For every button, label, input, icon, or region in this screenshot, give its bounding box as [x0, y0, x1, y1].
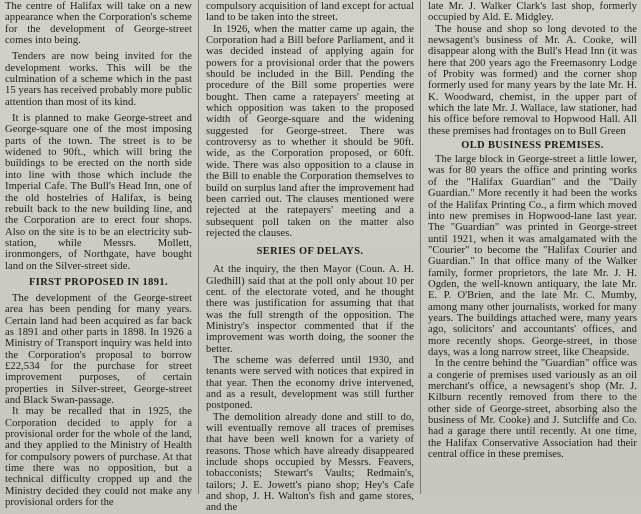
paragraph: Tenders are now being invited for the development works. This will be the culmination of a scheme which in the past 15 years has received probably more public attention than most of its kind.	[5, 51, 192, 108]
paragraph: It may be recalled that in 1925, the Corporation decided to apply for a provisional order for the whole of the land, and they applied to the Ministry of Health for compulsory powers of purchase. At that time there was no opposition, but a technical difficulty cropped up and the Ministry decided they could not make any provisional orders for the	[5, 406, 192, 509]
paragraph: The scheme was deferred until 1930, and tenants were served with notices that expired in that year. Then the economy drive intervened, and as a result, development was still further postponed.	[206, 354, 414, 412]
paragraph: In the centre behind the "Guardian" office was a congerie of premises used variously as an oil merchant's office, a newsagent's shop (Mr. J. Kilburn recently removed from there to the other side of George-street, absorbing also the business of Mr. Cooke) and J. Sutcliffe and Co. had a garage there until recently. At one time, the Halifax Conservative Association had their central office in these premises.	[428, 358, 637, 461]
paragraph: It is planned to make George-street and George-square one of the most imposing parts of the town. The street is to be widened to 90ft., which will bring the buildings to be erected on the north side into line with those which include the Imperial Cafe. The Bull's Head Inn, one of the old hostelries of Halifax, is being rebuilt back to the new building line, and the Corporation are to erect four shops. Also on the site is to be an electricity sub-station, while Messrs. Mollett, ironmongers, of Northgate, have bought land on the Silver-street side.	[5, 113, 192, 272]
paragraph: At the inquiry, the then Mayor (Coun. A. H. Gledhill) said that at the poll only about 10 per cent. of the electorate voted, and he thought there was justification for assuming that that was the full strength of the opposition. The Ministry's inspector commented that if the improvement was worth doing, the sooner the better.	[206, 264, 414, 355]
section-heading: OLD BUSINESS PREMISES.	[461, 140, 604, 152]
paragraph: In 1926, when the matter came up again, the Corporation had a Bill before Parliament, and it was decided instead of applying again for powers for a provisional order that the powers should be included in the Bill. Pending the procedure of the Bill some properties were bought. Then came a ratepayers' meeting at which opposition was taken to the proposed width of George-square and the widening suggested for George-street. There was controversy as to whether it should be 90ft. wide, as the Corporation proposed, or 60ft. wide. There was also opposition to a clause in the Bill to enable the Corporation themselves to build on surplus land after the improvement had been carried out. The clauses mentioned were rejected at the ratepayers' meeting and a subsequent poll taken on the matter also rejected the clauses.	[206, 23, 414, 239]
paragraph: The large block in George-street a little lower, was for 80 years the office and printing works of the "Halifax Guardian" and the "Daily Guardian." More recently it had been the works of the Halifax Printing Co., a firm which moved into new premises in Hopwood-lane last year. The "Guardian" was printed in George-street until 1921, when it was amalgamated with the "Courier" to become the "Halifax Courier and Guardian." In that office many of the Walker family, former proprietors, the late Mr. J. H. Ogden, the well-known antiquary, the late Mr. E. P. O'Brien, and the late Mr. C. Mumby, among many other journalists, worked for many years. The buildings attached were, many years ago, solicitors' and accountants' offices, and more recently shops. George-street, in those days, was a long narrow street, like Cheapside.	[428, 154, 637, 358]
section-heading: FIRST PROPOSED IN 1891.	[29, 276, 168, 288]
column-rule	[420, 0, 421, 494]
section-heading: SERIES OF DELAYS.	[256, 246, 364, 258]
paragraph: The house and shop so long devoted to the newsagent's business of Mr. A. Cooke, will disappear along with the Bull's Head Inn (it was here that 200 years ago the Freemasonry Lodge of Probity was formed) and the corner shop formerly used for many years by the late Mr. H. K. Woodward, chemist, in the upper part of which the late Mr. J. Wallace, law stationer, had his office before removal to Hopwood Hall. All these premises had frontages on to Bull Green	[428, 23, 637, 137]
paragraph: The development of the George-street area has been pending for many years. Certain land had been acquired as far back as 1891 and other parts in 1898. In 1926 a Ministry of Transport inquiry was held into the Corporation's proposal to borrow £22,534 for the purchase for street improvement purposes, of certain properties in Silver-street, George-street and Black Swan-passage.	[5, 292, 192, 406]
paragraph: The demolition already done and still to do, will eventually remove all traces of premises that have been well known for a variety of reasons. Those which have already disappeared include shops occupied by Messrs. Feavers, tobacconists; Stewart's Vaults; Redmain's, tailors; J. E. Jowett's piano shop; Hey's Cafe and shop, J. H. Walton's fish and game stores, and the	[206, 411, 414, 514]
paragraph: late Mr. J. Walker Clark's last shop, formerly occupied by Ald. E. Midgley.	[428, 1, 637, 24]
paragraph: The centre of Halifax will take on a new appearance when the Corporation's scheme for the development of George-street comes into being.	[5, 1, 192, 47]
column-1	[2, 0, 196, 509]
column-rule	[198, 0, 199, 494]
paragraph: compulsory acquisition of land except for actual land to be taken into the street.	[206, 1, 414, 24]
column-3	[422, 0, 641, 494]
column-2	[200, 0, 418, 514]
